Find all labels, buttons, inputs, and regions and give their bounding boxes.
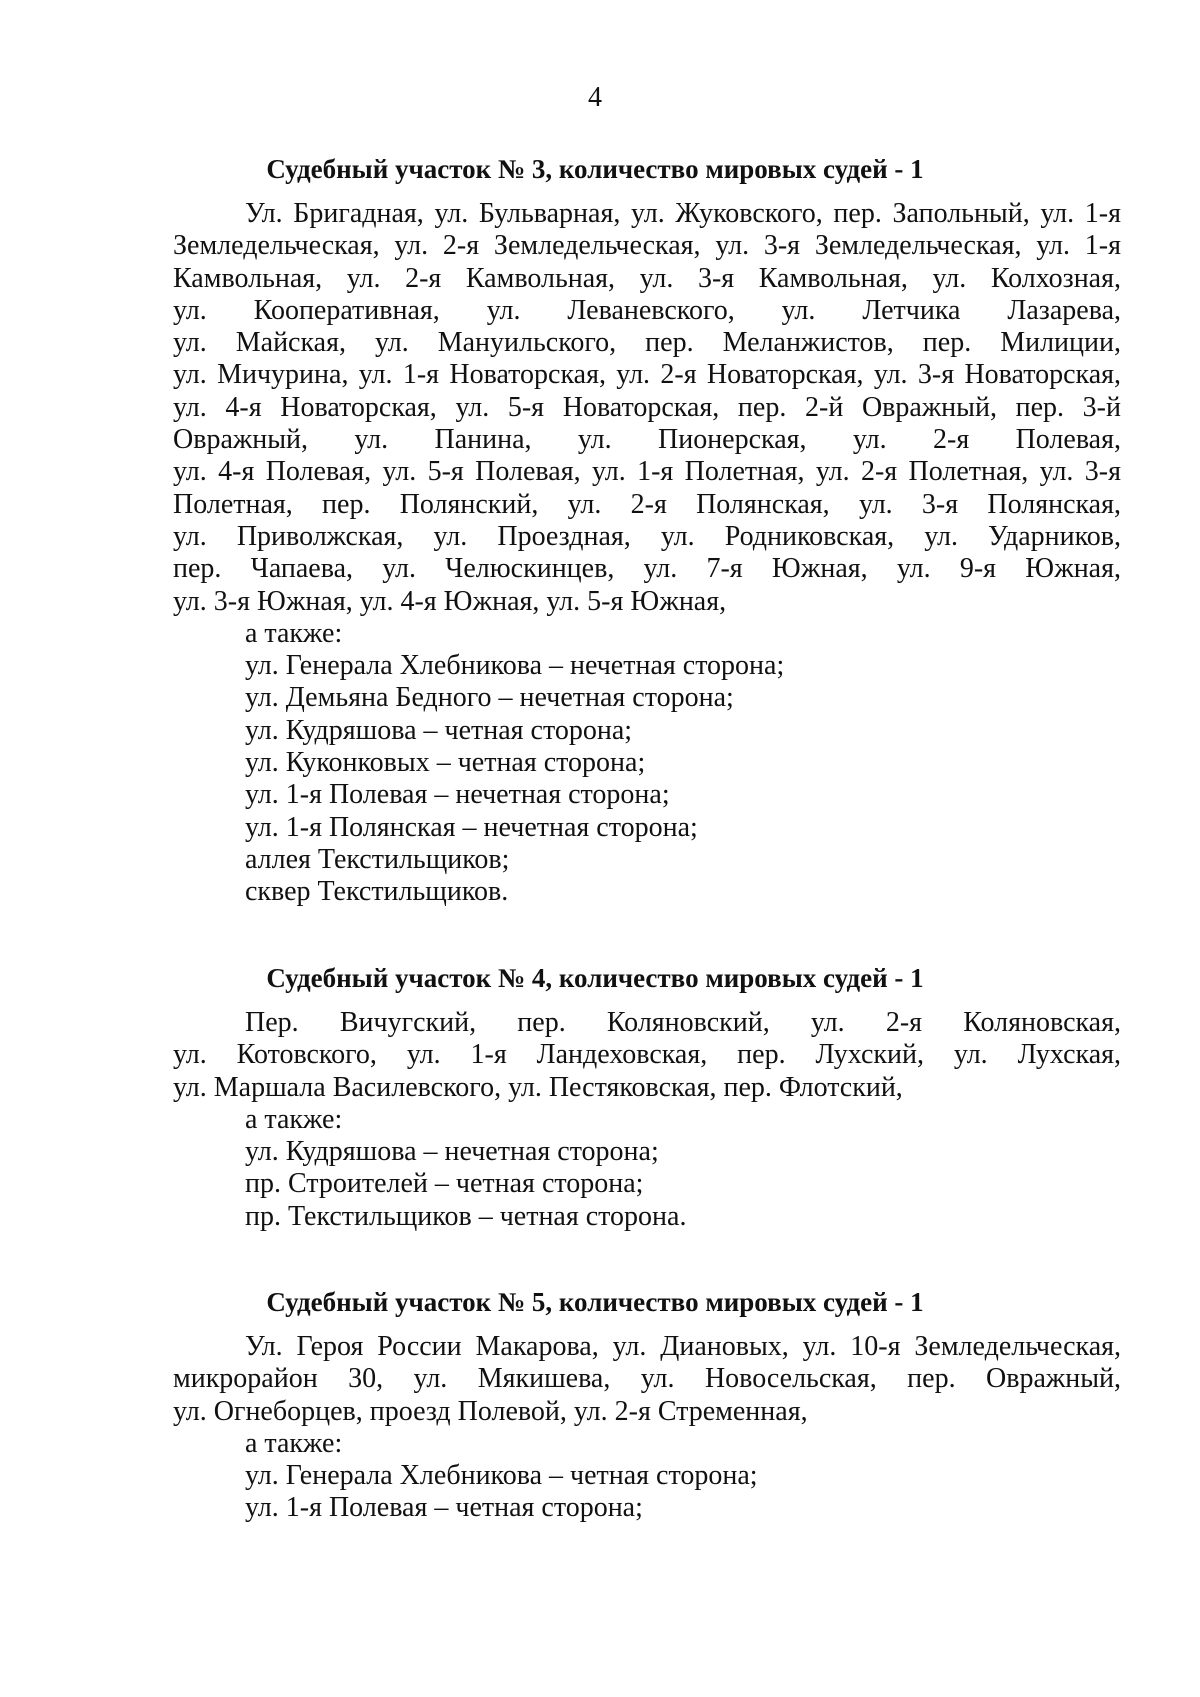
street-line: ул. Майская, ул. Мануильского, пер. Меланжистов, пер. Милиции, bbox=[173, 327, 1121, 359]
section-3-streets bbox=[173, 198, 1121, 909]
page-number: 4 bbox=[588, 82, 602, 113]
street-line: Ул. Бригадная, ул. Бульварная, ул. Жуковского, пер. Запольный, ул. 1-я bbox=[245, 198, 1121, 229]
street-line: Камвольная, ул. 2-я Камвольная, ул. 3-я Камвольная, ул. Колхозная, bbox=[173, 262, 1121, 294]
also-item: сквер Текстильщиков. bbox=[245, 876, 509, 908]
street-line: ул. Кооперативная, ул. Леваневского, ул. Летчика Лазарева, bbox=[173, 294, 1121, 326]
street-line: пер. Чапаева, ул. Челюскинцев, ул. 7-я Южная, ул. 9-я Южная, bbox=[173, 553, 1121, 585]
also-item: ул. 1-я Полянская – нечетная сторона; bbox=[245, 811, 698, 843]
also-item: ул. 1-я Полевая – четная сторона; bbox=[245, 1492, 643, 1524]
street-line: ул. Огнеборцев, проезд Полевой, ул. 2-я Стременная, bbox=[173, 1395, 808, 1427]
also-item: ул. Кудряшова – четная сторона; bbox=[245, 714, 633, 746]
also-label: а также: bbox=[245, 617, 343, 649]
also-item: ул. Демьяна Бедного – нечетная сторона; bbox=[245, 682, 734, 714]
street-line: ул. Маршала Василевского, ул. Пестяковская, пер. Флотский, bbox=[173, 1071, 903, 1103]
street-line: микрорайон 30, ул. Мякишева, ул. Новосельская, пер. Овражный, bbox=[173, 1363, 1121, 1395]
section-4-streets bbox=[173, 1007, 1121, 1233]
section-title-3: Судебный участок № 3, количество мировых судей - 1 bbox=[266, 154, 924, 184]
also-item: ул. 1-я Полевая – нечетная сторона; bbox=[245, 779, 670, 811]
street-line: Овражный, ул. Панина, ул. Пионерская, ул. 2-я Полевая, bbox=[173, 424, 1121, 456]
also-item: ул. Куконковых – четная сторона; bbox=[245, 747, 646, 779]
street-line: Пер. Вичугский, пер. Коляновский, ул. 2-я Коляновская, bbox=[245, 1007, 1121, 1038]
street-line: ул. 4-я Новаторская, ул. 5-я Новаторская, пер. 2-й Овражный, пер. 3-й bbox=[173, 391, 1121, 423]
also-item: пр. Строителей – четная сторона; bbox=[245, 1168, 644, 1200]
street-line: ул. 4-я Полевая, ул. 5-я Полевая, ул. 1-я Полетная, ул. 2-я Полетная, ул. 3-я bbox=[173, 456, 1121, 488]
street-line: ул. 3-я Южная, ул. 4-я Южная, ул. 5-я Южная, bbox=[173, 585, 727, 617]
street-line: Земледельческая, ул. 2-я Земледельческая, ул. 3-я Земледельческая, ул. 1-я bbox=[173, 230, 1121, 262]
also-item: ул. Кудряшова – нечетная сторона; bbox=[245, 1136, 659, 1168]
section-title-5: Судебный участок № 5, количество мировых судей - 1 bbox=[266, 1287, 924, 1317]
also-item: пр. Текстильщиков – четная сторона. bbox=[245, 1200, 687, 1232]
also-label: а также: bbox=[245, 1103, 343, 1135]
street-line: Ул. Героя России Макарова, ул. Диановых, ул. 10-я Земледельческая, bbox=[245, 1331, 1121, 1362]
street-line: ул. Мичурина, ул. 1-я Новаторская, ул. 2-я Новаторская, ул. 3-я Новаторская, bbox=[173, 359, 1121, 391]
also-item: ул. Генерала Хлебникова – четная сторона; bbox=[245, 1460, 758, 1492]
also-label: а также: bbox=[245, 1427, 343, 1459]
section-5-streets bbox=[173, 1331, 1121, 1525]
also-item: ул. Генерала Хлебникова – нечетная сторона; bbox=[245, 650, 785, 682]
street-line: Полетная, пер. Полянский, ул. 2-я Полянская, ул. 3-я Полянская, bbox=[173, 488, 1121, 520]
street-line: ул. Котовского, ул. 1-я Ландеховская, пер. Лухский, ул. Лухская, bbox=[173, 1039, 1121, 1071]
street-line: ул. Приволжская, ул. Проездная, ул. Родниковская, ул. Ударников, bbox=[173, 520, 1121, 552]
also-item: аллея Текстильщиков; bbox=[245, 843, 510, 875]
section-title-4: Судебный участок № 4, количество мировых судей - 1 bbox=[266, 963, 924, 993]
